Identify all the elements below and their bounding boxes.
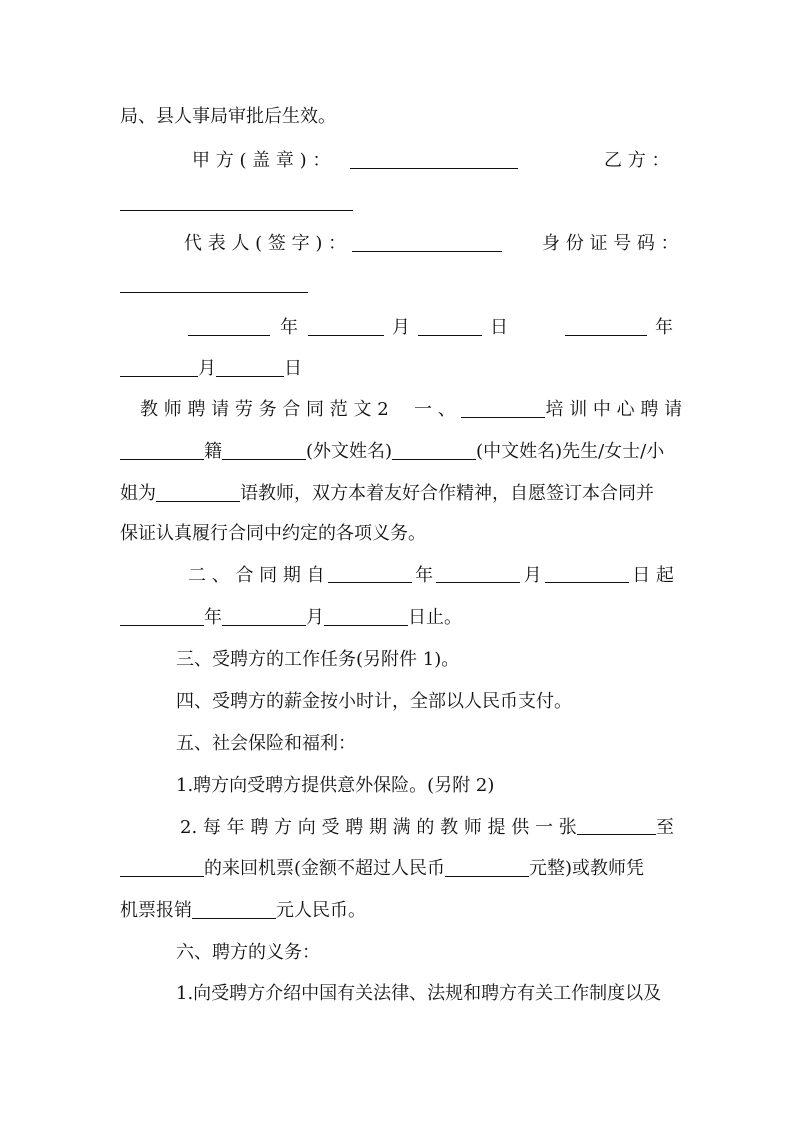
line-10-lead: 姐为 <box>120 483 156 504</box>
clause-3-text: 三、受聘方的工作任务(另附件 1)。 <box>176 649 460 670</box>
party-a-blank[interactable] <box>350 150 518 169</box>
ticket-to-blank[interactable] <box>120 858 204 877</box>
chinese-name-blank[interactable] <box>392 441 476 460</box>
day-label: 日 <box>284 358 302 379</box>
clause-5-2-to: 至 <box>656 817 674 838</box>
date-b-day-blank[interactable] <box>216 358 284 377</box>
day-label: 日 <box>490 317 508 338</box>
party-b-line <box>604 149 669 173</box>
clause-5-text: 五、社会保险和福利： <box>176 733 356 754</box>
id-number-blank[interactable] <box>120 292 308 293</box>
line-19 <box>120 857 644 881</box>
representative-blank[interactable] <box>352 233 502 252</box>
chinese-name-label: (中文姓名)先生/女士/小 <box>476 441 665 462</box>
start-day-blank[interactable] <box>545 564 629 583</box>
date-line-a <box>188 316 508 340</box>
line-20-lead: 机票报销 <box>120 900 192 921</box>
year-label: 年 <box>280 317 298 338</box>
month-label: 月 <box>198 358 216 379</box>
clause-4 <box>176 690 572 714</box>
representative-label: 代 表 人 ( 签 字 ) ： <box>184 233 347 254</box>
clause-6-1 <box>176 982 661 1006</box>
line-10-text: 语教师，双方本着友好合作精神，自愿签订本合同并 <box>240 483 654 504</box>
line-13-end: 日止。 <box>408 607 462 628</box>
end-day-blank[interactable] <box>324 607 408 626</box>
clause-1-start <box>414 398 682 422</box>
language-blank[interactable] <box>156 483 240 502</box>
line-19-end: 元整)或教师凭 <box>529 858 645 879</box>
reimburse-amount-blank[interactable] <box>192 900 276 919</box>
date-b-month-blank[interactable] <box>120 358 198 377</box>
date-a-day-blank[interactable] <box>418 317 482 336</box>
clause-5-2-text: 2. 每 年 聘 方 向 受 聘 期 满 的 教 师 提 供 一 张 <box>180 817 577 838</box>
id-number-line <box>542 232 679 256</box>
date-a-year-blank[interactable] <box>188 317 270 336</box>
foreign-name-label: (外文姓名) <box>306 441 393 462</box>
end-month-blank[interactable] <box>222 607 306 626</box>
line-1-text: 局、县人事局审批后生效。 <box>120 106 336 127</box>
clause-3 <box>176 648 459 672</box>
line-11-text: 保证认真履行合同中约定的各项义务。 <box>120 523 426 544</box>
line-11 <box>120 522 426 546</box>
line-20 <box>120 899 366 923</box>
clause-2-line <box>188 564 674 588</box>
party-a-label: 甲 方 ( 盖 章 ) ： <box>192 150 331 171</box>
line-9 <box>120 440 664 464</box>
clause-6 <box>176 941 320 965</box>
training-center-blank[interactable] <box>461 399 545 418</box>
clause-5-2-line <box>180 816 674 840</box>
clause-5-1-text: 1.聘方向受聘方提供意外保险。(另附 2) <box>176 775 495 796</box>
nationality-label: 籍 <box>204 441 222 462</box>
clause-5-1 <box>176 774 494 798</box>
contract-title-line <box>140 398 389 422</box>
clause-5 <box>176 732 356 756</box>
end-year-blank[interactable] <box>120 607 204 626</box>
line-10 <box>120 482 654 506</box>
ticket-amount-blank[interactable] <box>445 858 529 877</box>
clause-1-number: 一 、 <box>414 399 456 420</box>
date-a-month-blank[interactable] <box>308 317 384 336</box>
clause-1-text: 培 训 中 心 聘 请 <box>545 399 683 420</box>
line-19-text: 的来回机票(金额不超过人民币 <box>204 858 446 879</box>
nationality-blank[interactable] <box>120 441 204 460</box>
ticket-from-blank[interactable] <box>577 816 656 835</box>
foreign-name-blank[interactable] <box>222 441 306 460</box>
year-label: 年 <box>204 607 222 628</box>
start-month-blank[interactable] <box>436 564 520 583</box>
party-b-blank[interactable] <box>120 210 353 211</box>
party-a-seal-line <box>192 149 518 173</box>
line-20-end: 元人民币。 <box>276 900 366 921</box>
clause-6-text: 六、聘方的义务： <box>176 942 320 963</box>
line-13 <box>120 606 462 630</box>
representative-line <box>184 232 502 256</box>
month-label: 月 <box>306 607 324 628</box>
date-line-b-month-day <box>120 357 302 381</box>
contract-title: 教 师 聘 请 劳 务 合 同 范 文 2 <box>140 399 389 420</box>
clause-4-text: 四、受聘方的薪金按小时计，全部以人民币支付。 <box>176 691 572 712</box>
party-b-label: 乙 方 ： <box>604 150 670 171</box>
month-label: 月 <box>392 317 410 338</box>
id-number-label: 身 份 证 号 码 ： <box>542 233 679 254</box>
date-line-b-year <box>565 316 673 340</box>
clause-6-1-text: 1.向受聘方介绍中国有关法律、法规和聘方有关工作制度以及 <box>176 983 662 1004</box>
clause-2-text: 二 、 合 同 期 自 <box>188 565 325 586</box>
line-1 <box>120 105 336 129</box>
date-b-year-blank[interactable] <box>565 317 647 336</box>
year-label: 年 <box>415 565 434 586</box>
start-year-blank[interactable] <box>328 564 412 583</box>
month-label: 月 <box>523 565 542 586</box>
year-label: 年 <box>655 317 673 338</box>
clause-2-from: 日 起 <box>632 565 674 586</box>
